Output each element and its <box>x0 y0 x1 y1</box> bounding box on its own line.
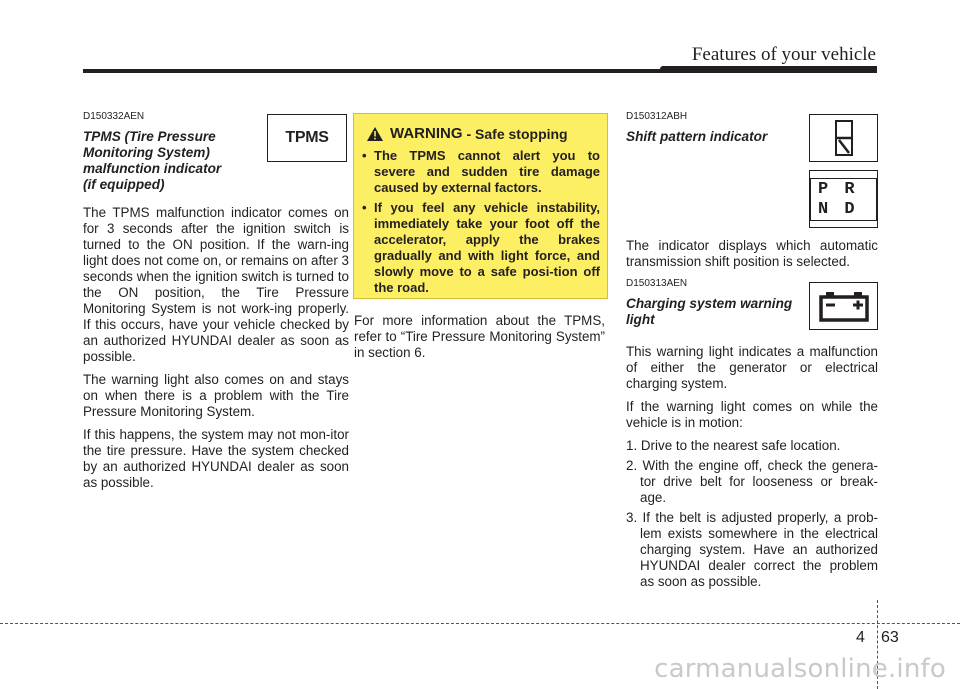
warning-subtitle: - Safe stopping <box>466 125 568 142</box>
tpms-paragraph: The TPMS malfunction indicator comes on for 3 seconds after the ignition switch is turned to the ON position. If the warn-ing light does not come on, or remains on after 3 seconds when the ignition switch is turned to the ON position, the Tire Pressure Monitoring System is not work-ing properly. If this occurs, have your vehicle checked by an authorized HYUNDAI dealer as soon as possible. <box>83 205 349 364</box>
heading-line: malfunction indicator <box>83 161 222 176</box>
tpms-section <box>83 111 349 498</box>
footer-rule <box>0 623 960 624</box>
heading-line: Charging system warning <box>626 296 793 311</box>
prnd-icon <box>809 170 878 228</box>
battery-icon-box <box>809 282 878 330</box>
charging-step: 2. With the engine off, check the genera-tor drive belt for looseness or break-age. <box>626 458 878 505</box>
heading-line: light <box>626 312 655 327</box>
reference-paragraph: For more information about the TPMS, refer to “Tire Pressure Monitoring System” in section 6. <box>354 313 605 360</box>
gear-position-icon <box>809 114 878 162</box>
tpms-reference <box>354 313 605 368</box>
shift-paragraph: The indicator displays which automatic transmission shift position is selected. <box>626 238 878 269</box>
tpms-paragraph: If this happens, the system may not mon-itor the tire pressure. Have the system checked by an authorized HYUNDAI dealer as soon as possible. <box>83 427 349 490</box>
heading-line: TPMS (Tire Pressure <box>83 129 216 144</box>
page-number: 63 <box>881 629 899 646</box>
prnd-label: P R N D <box>810 178 877 221</box>
gear-indicator-icon <box>835 120 853 156</box>
section-title: Features of your vehicle <box>691 44 876 65</box>
warning-box <box>353 113 608 299</box>
shift-heading: Shift pattern indicator <box>626 129 768 144</box>
tpms-paragraph: The warning light also comes on and stays on when there is a problem with the Tire Pressure Monitoring System. <box>83 372 349 419</box>
header-rule-accent <box>660 66 877 73</box>
charging-paragraph: This warning light indicates a malfunction of either the generator or electrical charging system. <box>626 344 878 391</box>
charging-step: 1. Drive to the nearest safe location. <box>626 438 841 453</box>
section-code: D150312ABH <box>626 111 688 122</box>
section-code: D150332AEN <box>83 111 145 122</box>
warning-label: WARNING <box>390 125 463 142</box>
section-code: D150313AEN <box>626 278 688 289</box>
charging-step: 3. If the belt is adjusted properly, a prob-lem exists somewhere in the electrical charging system. Have an authorized HYUNDAI dealer correct the problem as soon as possible. <box>626 510 878 589</box>
warning-title <box>366 125 568 142</box>
chapter-number: 4 <box>856 629 865 646</box>
watermark: carmanualsonline.info <box>654 654 946 684</box>
charging-heading <box>626 296 801 328</box>
warning-item: • If you feel any vehicle instability, immediately take your foot off the accelerator, apply the brakes gradually and with light force, and slowly move to a safe posi-tion off the road. <box>362 200 600 296</box>
tpms-icon <box>267 114 347 162</box>
shift-description <box>626 238 878 277</box>
heading-line: Monitoring System) <box>83 145 210 160</box>
battery-icon <box>818 290 870 322</box>
charging-steps <box>626 438 878 590</box>
warning-triangle-icon <box>366 126 384 142</box>
tpms-icon-label: TPMS <box>285 129 329 146</box>
warning-list <box>362 148 600 300</box>
heading-line: (if equipped) <box>83 177 165 192</box>
tpms-heading <box>83 129 243 193</box>
charging-paragraph: If the warning light comes on while the vehicle is in motion: <box>626 399 878 430</box>
warning-item: • The TPMS cannot alert you to severe and sudden tire damage caused by external factors. <box>362 148 600 196</box>
